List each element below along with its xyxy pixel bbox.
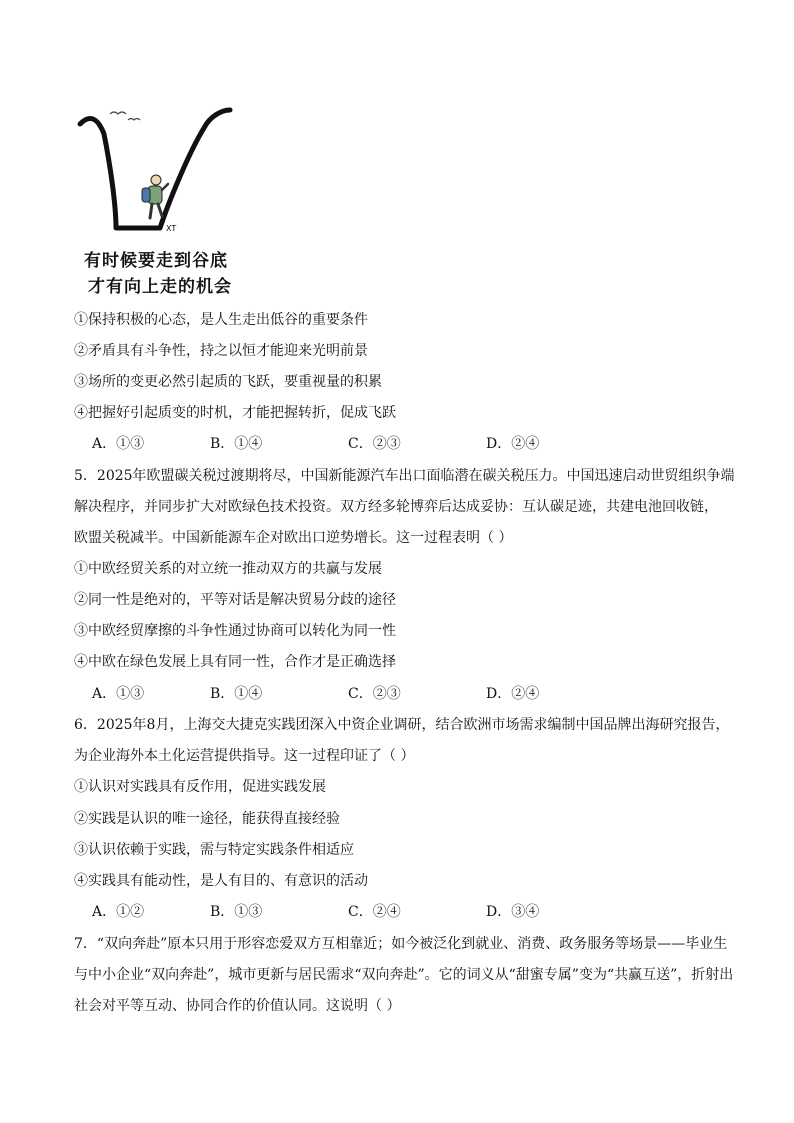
bird-icon [110,112,126,114]
q5-stem-line2: 解决程序，并同步扩大对欧绿色技术投资。双方经多轮博弈后达成妥协：互认碳足迹，共建电池回收链， [74,499,718,515]
figure-caption-line1: 有时候要走到谷底 [84,251,228,271]
q6-statement-4: ④实践具有能动性，是人有目的、有意识的活动 [74,873,368,889]
q6-statement-1: ①认识对实践具有反作用，促进实践发展 [74,779,326,795]
q5-option-b[interactable]: B．①④ [210,686,263,702]
q6-option-c[interactable]: C．②④ [348,904,401,920]
q7-stem-line2: 与中小企业“双向奔赴”，城市更新与居民需求“双向奔赴”。它的词义从“甜蜜专属”变为“共赢互送”，折射出 [74,967,734,983]
q5-statement-4: ④中欧在绿色发展上具有同一性，合作才是正确选择 [74,654,396,670]
q7-stem-line1: 7．“双向奔赴”原本只用于形容恋爱双方互相靠近；如今被泛化到就业、消费、政务服务等场景——毕业生 [74,936,728,952]
q6-stem-line1: 6．2025年8月，上海交大捷克实践团深入中资企业调研，结合欧洲市场需求编制中国品牌出海研究报告， [74,717,730,733]
valley-cartoon [76,104,236,300]
bird-icon [128,119,140,121]
q4-options [92,434,652,454]
artist-signature: XT [166,224,177,233]
q4-statement-3: ③场所的变更必然引起质的飞跃，要重视量的积累 [74,374,382,390]
q4-option-c[interactable]: C．②③ [348,436,401,452]
q5-statement-1: ①中欧经贸关系的对立统一推动双方的共赢与发展 [74,561,382,577]
q4-statement-1: ①保持积极的心态，是人生走出低谷的重要条件 [74,312,368,328]
q7-stem-line3: 社会对平等互动、协同合作的价值认同。这说明（ ） [74,998,401,1014]
q5-statement-2: ②同一性是绝对的，平等对话是解决贸易分歧的途径 [74,592,396,608]
q4-option-d[interactable]: D．②④ [486,436,540,452]
q5-stem-line1: 5．2025年欧盟碳关税过渡期将尽，中国新能源汽车出口面临潜在碳关税压力。中国迅速启动世贸组织争端 [74,468,735,484]
q6-statement-2: ②实践是认识的唯一途径，能获得直接经验 [74,811,340,827]
q6-options [92,902,652,922]
q6-option-d[interactable]: D．③④ [486,904,540,920]
valley-outline [80,110,230,228]
q4-statement-2: ②矛盾具有斗争性，持之以恒才能迎来光明前景 [74,343,368,359]
q5-statement-3: ③中欧经贸摩擦的斗争性通过协商可以转化为同一性 [74,623,396,639]
valley-illustration [76,104,236,244]
q5-option-c[interactable]: C．②③ [348,686,401,702]
q5-stem-line3: 欧盟关税减半。中国新能源车企对欧出口逆势增长。这一过程表明（ ） [74,530,513,546]
figure-caption-line2: 才有向上走的机会 [88,277,232,297]
q4-option-b[interactable]: B．①④ [210,436,263,452]
q4-statement-4: ④把握好引起质变的时机，才能把握转折，促成飞跃 [74,405,396,421]
q5-options [92,684,652,704]
q5-option-a[interactable]: A．①③ [92,686,145,702]
q4-option-a[interactable]: A．①③ [92,436,145,452]
q6-stem-line2: 为企业海外本土化运营提供指导。这一过程印证了（ ） [74,748,415,764]
q6-option-b[interactable]: B．①③ [210,904,263,920]
q6-option-a[interactable]: A．①② [92,904,145,920]
q5-option-d[interactable]: D．②④ [486,686,540,702]
q6-statement-3: ③认识依赖于实践，需与特定实践条件相适应 [74,842,354,858]
